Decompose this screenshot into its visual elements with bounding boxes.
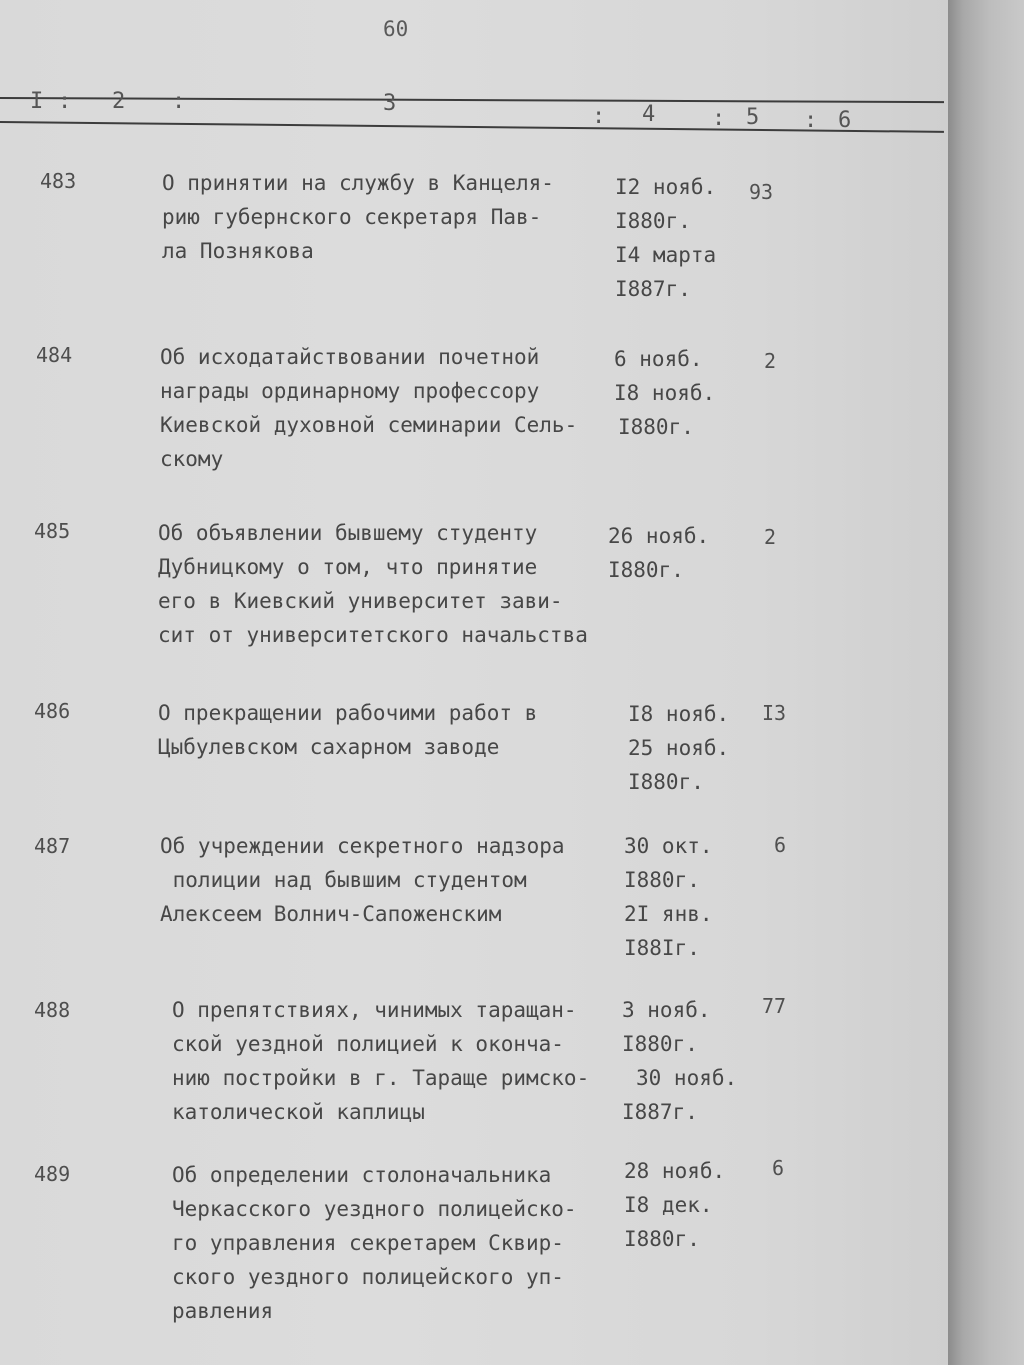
entry-title: О прекращении рабочими работ в Цыбулевском сахарном заводе bbox=[158, 701, 538, 759]
column-separator: : bbox=[804, 108, 818, 133]
entry-sheet-count: 6 bbox=[774, 833, 787, 857]
entry-sheet-count: I3 bbox=[762, 701, 787, 725]
entry-dates: I8 нояб. 25 нояб. I880г. bbox=[628, 702, 730, 794]
column-separator: : bbox=[58, 89, 72, 114]
column-separator: : bbox=[172, 89, 186, 114]
entry-number: 489 bbox=[34, 1162, 71, 1186]
column-header-1: I bbox=[30, 89, 44, 114]
entry-title: О препятствиях, чинимых таращан- ской уездной полицией к оконча- нию постройки в г. Тараще римско- католической каплицы bbox=[172, 998, 590, 1124]
entry-sheet-count: 6 bbox=[772, 1156, 785, 1180]
column-header-3: 3 bbox=[383, 91, 397, 116]
entry-number: 485 bbox=[34, 519, 71, 543]
header-bottom-rule bbox=[0, 121, 944, 133]
entry-title: Об исходатайствовании почетной награды ординарному профессору Киевской духовной семинарии Сель- скому bbox=[160, 345, 578, 471]
entry-dates: 6 нояб. I8 нояб. I880г. bbox=[614, 347, 716, 439]
header-top-rule bbox=[0, 97, 944, 103]
page-number: 60 bbox=[383, 17, 409, 41]
column-header-2: 2 bbox=[112, 89, 126, 114]
column-header-5: 5 bbox=[746, 105, 760, 130]
entry-dates: 26 нояб. I880г. bbox=[608, 524, 710, 582]
entry-title: О принятии на службу в Канцеля- рию губернского секретаря Пав- ла Познякова bbox=[162, 171, 554, 263]
entry-dates: 28 нояб. I8 дек. I880г. bbox=[624, 1159, 726, 1251]
entry-number: 483 bbox=[40, 169, 77, 193]
entry-number: 486 bbox=[34, 699, 71, 723]
entry-title: Об объявлении бывшему студенту Дубницкому о том, что принятие его в Киевский университет зави- сит от университетского начальства bbox=[158, 521, 588, 647]
entry-number: 488 bbox=[34, 998, 71, 1022]
entry-number: 487 bbox=[34, 834, 71, 858]
column-header-4: 4 bbox=[642, 102, 656, 127]
entry-sheet-count: 2 bbox=[764, 349, 777, 373]
column-separator: : bbox=[712, 106, 726, 131]
entry-sheet-count: 93 bbox=[749, 180, 774, 204]
entry-dates: 3 нояб. I880г. 30 нояб. I887г. bbox=[622, 998, 738, 1124]
entry-title: Об учреждении секретного надзора полиции над бывшим студентом Алексеем Волнич-Сапоженским bbox=[160, 834, 565, 926]
entry-dates: 30 окт. I880г. 2I янв. I88Iг. bbox=[624, 834, 713, 960]
entry-sheet-count: 2 bbox=[764, 525, 777, 549]
column-separator: : bbox=[592, 104, 606, 129]
page-edge-shadow bbox=[948, 0, 1024, 1365]
entry-dates: I2 нояб. I880г. I4 марта I887г. bbox=[615, 175, 717, 301]
entry-sheet-count: 77 bbox=[762, 994, 787, 1018]
entry-number: 484 bbox=[36, 343, 73, 367]
entry-title: Об определении столоначальника Черкасского уездного полицейско- го управления секретарем Сквир- ского уездного полицейского уп- равления bbox=[172, 1163, 577, 1323]
column-header-6: 6 bbox=[838, 108, 852, 133]
